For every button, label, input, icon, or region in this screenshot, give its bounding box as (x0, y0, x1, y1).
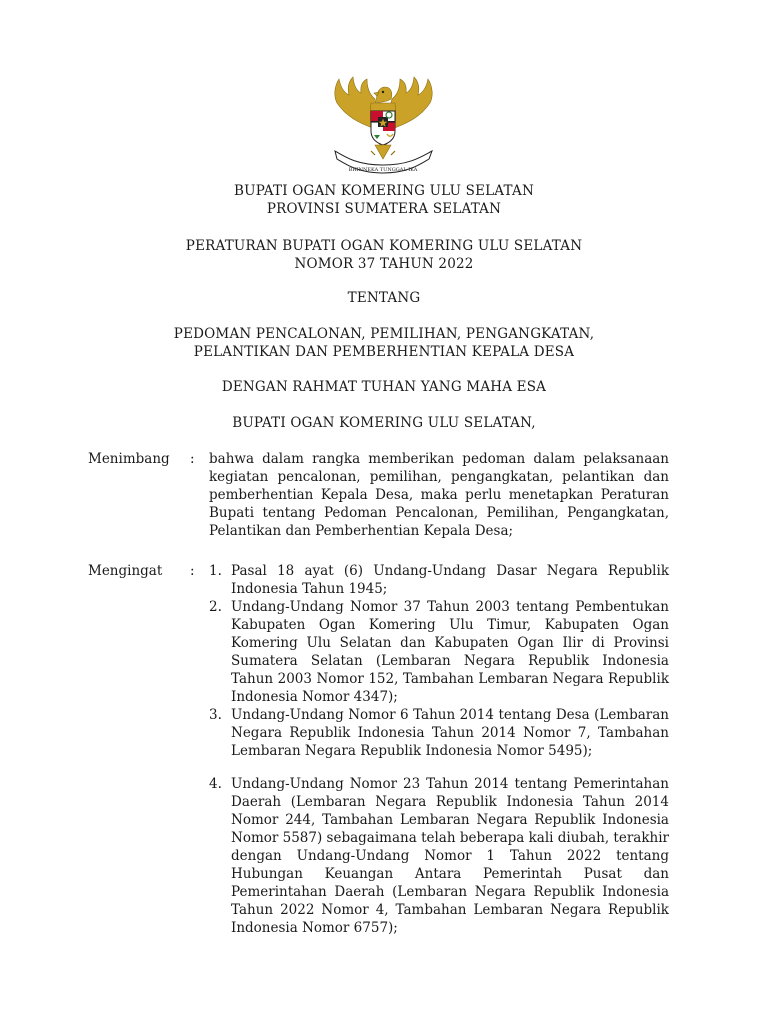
regent-title: BUPATI OGAN KOMERING ULU SELATAN (234, 183, 534, 199)
regulation-title: PERATURAN BUPATI OGAN KOMERING ULU SELATAN (185, 238, 583, 254)
list-item-number: 3. (209, 707, 222, 723)
menimbang-label: Menimbang (88, 451, 170, 467)
blessing-line: DENGAN RAHMAT TUHAN YANG MAHA ESA (221, 379, 547, 395)
list-item-text: Undang-Undang Nomor 6 Tahun 2014 tentang Desa (Lembaran Negara Republik Indonesia Tahun 2014 Nomor 7, Tambahan Lembaran Negara Republik Indonesia Nomor 5495); (231, 707, 669, 759)
list-item-number: 4. (209, 776, 222, 792)
province-title: PROVINSI SUMATERA SELATAN (266, 201, 502, 217)
about-label: TENTANG (347, 290, 421, 306)
menimbang-text: bahwa dalam rangka memberikan pedoman dalam pelaksanaan kegiatan pencalonan, pemilihan, pengangkatan, pelantikan dan pemberhentian Kepala Desa, maka perlu menetapkan Peraturan Bupati tentang Pedoman Pencalonan, Pemilihan, Pengangkatan, Pelantikan dan Pemberhentian Kepala Desa; (209, 451, 669, 539)
mengingat-label: Mengingat (88, 563, 163, 579)
subject-line-2: PELANTIKAN DAN PEMBERHENTIAN KEPALA DESA (193, 344, 575, 360)
list-item-text: Undang-Undang Nomor 23 Tahun 2014 tentang Pemerintahan Daerah (Lembaran Negara Republik Indonesia Tahun 2014 Nomor 244, Tambahan Lembaran Negara Republik Indonesia Nomor 5587) sebagaimana telah beberapa kali diubah, terakhir dengan Undang-Undang Nomor 1 Tahun 2022 tentang Hubungan Keuangan Antara Pemerintah Pusat dan Pemerintahan Daerah (Lembaran Negara Republik Indonesia Tahun 2022 Nomor 4, Tambahan Lembaran Negara Republik Indonesia Nomor 6757); (231, 776, 669, 936)
garuda-emblem (327, 73, 440, 178)
list-item-number: 1. (209, 563, 222, 579)
authority-line: BUPATI OGAN KOMERING ULU SELATAN, (232, 415, 536, 431)
regulation-number: NOMOR 37 TAHUN 2022 (294, 256, 474, 272)
list-item-text: Pasal 18 ayat (6) Undang-Undang Dasar Negara Republik Indonesia Tahun 1945; (231, 563, 669, 597)
svg-text:BHINNEKA TUNGGAL IKA: BHINNEKA TUNGGAL IKA (348, 167, 418, 173)
list-item-text: Undang-Undang Nomor 37 Tahun 2003 tentang Pembentukan Kabupaten Ogan Komering Ulu Timur, Kabupaten Ogan Komering Ulu Selatan dan Kabupaten Ogan Ilir di Provinsi Sumatera Selatan (Lembaran Negara Republik Indonesia Tahun 2003 Nomor 152, Tambahan Lembaran Negara Republik Indonesia Nomor 4347); (231, 599, 669, 705)
menimbang-colon: : (190, 451, 195, 467)
subject-line-1: PEDOMAN PENCALONAN, PEMILIHAN, PENGANGKATAN, (173, 326, 595, 342)
list-item-number: 2. (209, 599, 222, 615)
mengingat-colon: : (190, 563, 195, 579)
